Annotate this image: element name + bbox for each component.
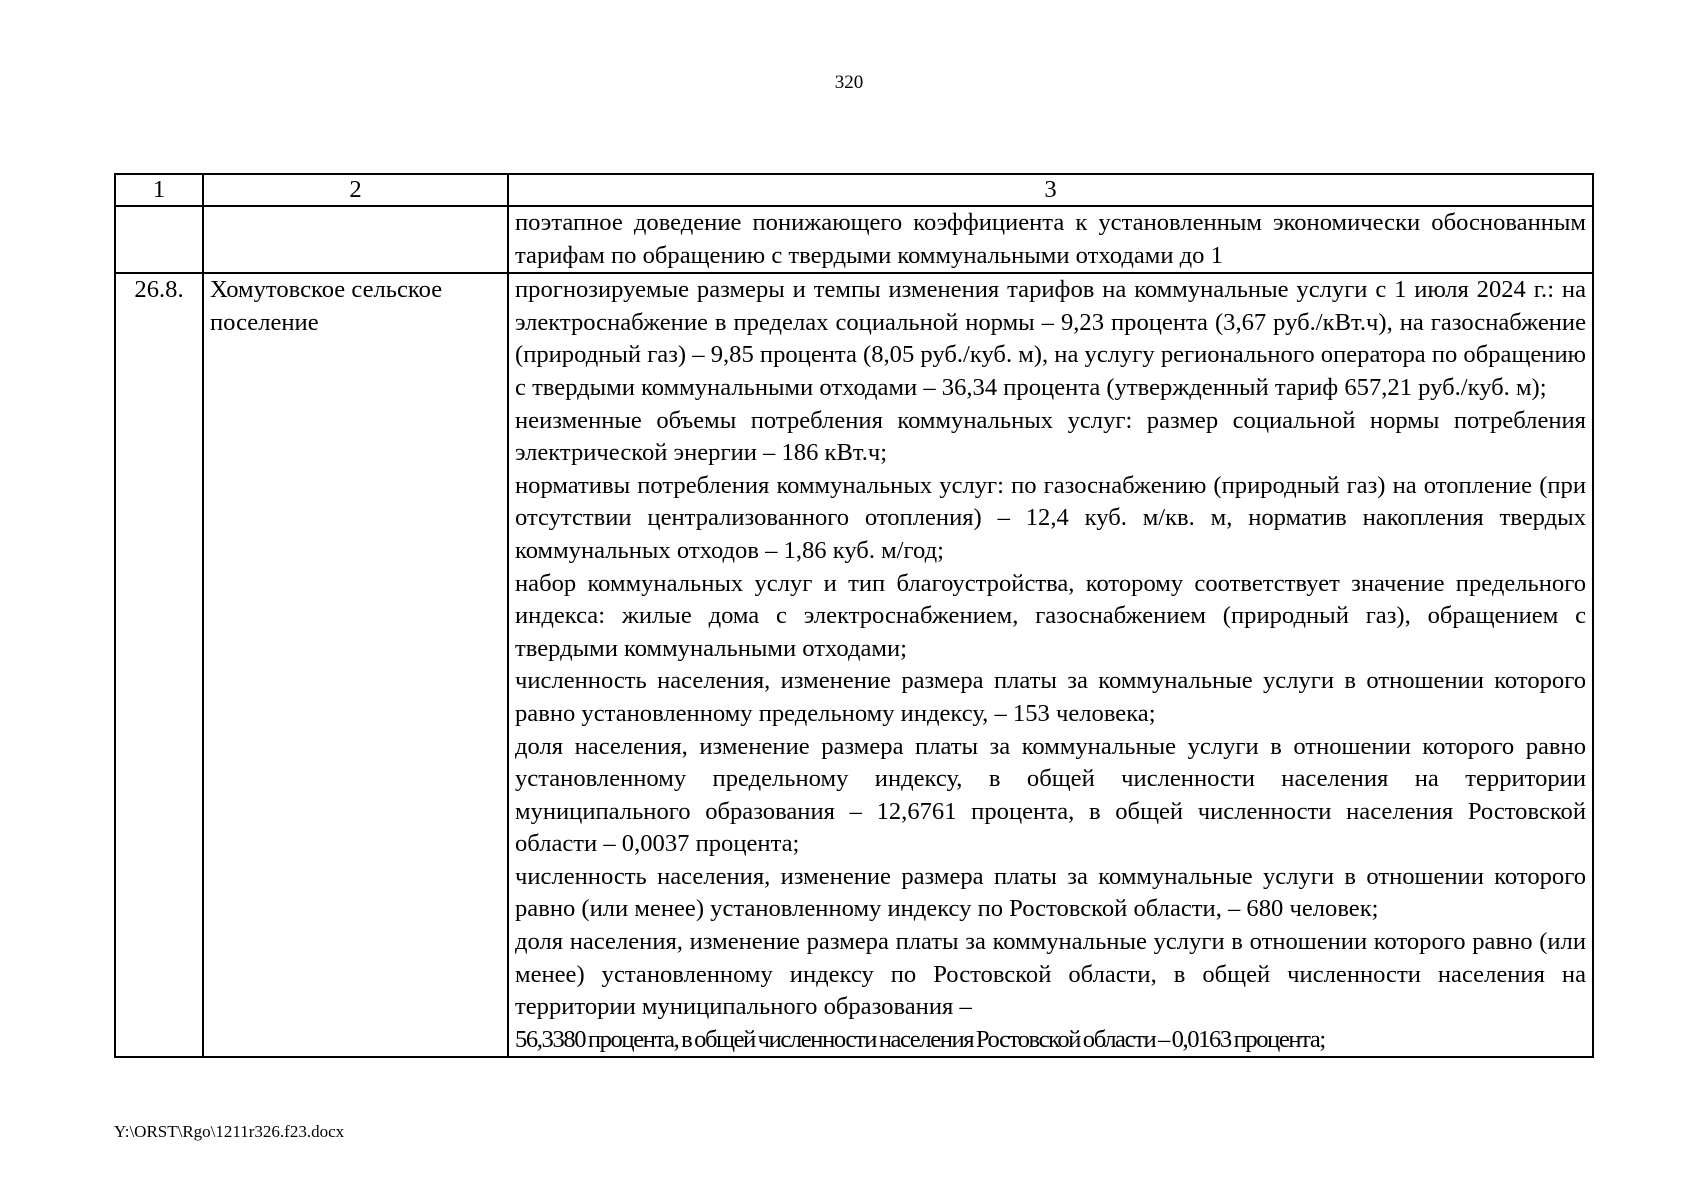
paragraph-population-count: численность населения, изменение размера платы за коммунальные услуги в отношении которого равно установленному предельному индексу, – 153 человека; xyxy=(515,667,1586,727)
paragraph-tariffs: прогнозируемые размеры и темпы изменения тарифов на коммунальные услуги с 1 июля 2024 г.: на электроснабжение в пределах социальной нормы – 9,23 процента (3,67 руб./кВт.ч), на газоснабжение (природный газ) – 9,85 процента (8,05 руб./куб. м), на услугу регионального оператора по обращению с твердыми коммунальными отходами – 36,34 процента (утвержденный тариф 657,21 руб./куб. м); xyxy=(515,276,1586,401)
paragraph-population-share-regional: доля населения, изменение размера платы за коммунальные услуги в отношении которого равно (или менее) установленному индексу по Ростовской области, в общей численности населения на территории муниципального образования – xyxy=(515,928,1586,1021)
paragraph-last-line: 56,3380 процента, в общей численности населения Ростовской области – 0,0163 процента; xyxy=(515,1025,1325,1053)
table-row xyxy=(115,273,1593,1057)
paragraph-volumes: неизменные объемы потребления коммунальных услуг: размер социальной нормы потребления электрической энергии – 186 кВт.ч; xyxy=(515,406,1586,467)
row-text-cell xyxy=(508,273,1593,1057)
paragraph-norms: нормативы потребления коммунальных услуг: по газоснабжению (природный газ) на отопление (при отсутствии централизованного отопления) – 12,4 куб. м/кв. м, норматив накопления твердых коммунальных отходов – 1,86 куб. м/год; xyxy=(515,471,1586,564)
continuation-row xyxy=(115,206,1593,273)
data-table xyxy=(114,173,1594,1058)
header-cell-2: 2 xyxy=(203,174,508,206)
header-cell-1: 1 xyxy=(115,174,203,206)
table-header-row xyxy=(115,174,1593,206)
continuation-paragraph: поэтапное доведение понижающего коэффициента к установленным экономически обоснованным тарифам по обращению с твердыми коммунальными отходами до 1 xyxy=(515,209,1586,269)
row-number: 26.8. xyxy=(115,273,203,1057)
paragraph-population-share: доля населения, изменение размера платы за коммунальные услуги в отношении которого равно установленному предельному индексу, в общей численности населения на территории муниципального образования – 12,6761 процента, в общей численности населения Ростовской области – 0,0037 процента; xyxy=(515,732,1586,858)
continuation-number-cell xyxy=(115,206,203,273)
header-cell-3: 3 xyxy=(508,174,1593,206)
paragraph-services-set: набор коммунальных услуг и тип благоустройства, которому соответствует значение предельного индекса: жилые дома с электроснабжением, газоснабжением (природный газ), обращением с твердыми коммунальными отходами; xyxy=(515,569,1586,662)
settlement-name: Хомутовское сельское поселение xyxy=(203,273,508,1057)
page-number: 320 xyxy=(834,72,864,93)
paragraph-population-count-regional: численность населения, изменение размера платы за коммунальные услуги в отношении которого равно (или менее) установленному индексу по Ростовской области, – 680 человек; xyxy=(515,862,1586,923)
continuation-name-cell xyxy=(203,206,508,273)
continuation-text-cell xyxy=(508,206,1593,273)
file-path-footer: Y:\ORST\Rgo\1211r326.f23.docx xyxy=(114,1122,345,1141)
